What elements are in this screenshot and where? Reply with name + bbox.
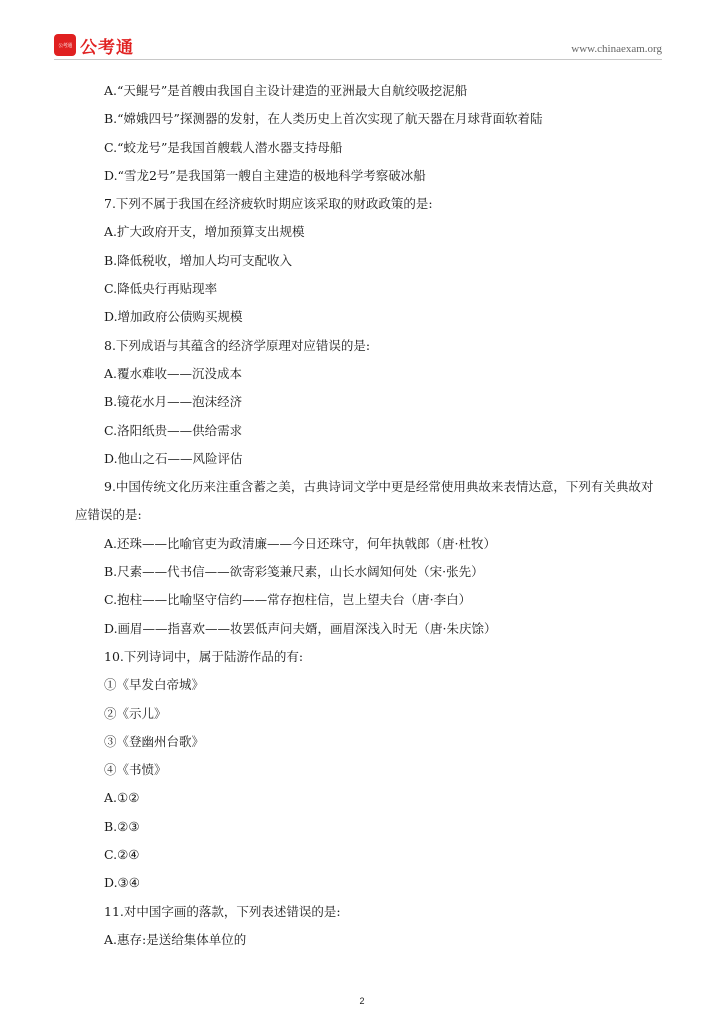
q10-option-c: C.②④ [104,847,140,863]
header-divider [54,59,662,60]
q9-option-c: C.抱柱——比喻坚守信约——常存抱柱信，岂上望夫台（唐·李白） [104,592,472,608]
q9-question-continued: 应错误的是: [75,507,142,523]
q11-option-a: A.惠存:是送给集体单位的 [104,931,247,947]
q7-option-a: A.扩大政府开支，增加预算支出规模 [104,224,305,240]
q9-option-a: A.还珠——比喻官吏为政清廉——今日还珠守，何年执戟郎（唐·杜牧） [104,535,496,551]
q6-option-a: A.“天鲲号”是首艘由我国自主设计建造的亚洲最大自航绞吸挖泥船 [104,83,468,98]
q8-option-d: D.他山之石——风险评估 [104,450,243,466]
q8-option-b: B.镜花水月——泡沫经济 [104,394,243,410]
site-url[interactable]: www.chinaexam.org [571,43,662,55]
q11-question: 11.对中国字画的落款，下列表述错误的是: [104,903,341,919]
q7-option-b: B.降低税收，增加人均可支配收入 [104,252,293,268]
q10-question: 10.下列诗词中，属于陆游作品的有: [104,648,304,664]
q8-option-a: A.覆水难收——沉没成本 [104,365,243,381]
logo[interactable] [54,34,134,56]
q9-option-d: D.画眉——指喜欢——妆罢低声问夫婿，画眉深浅入时无（唐·朱庆馀） [104,620,497,636]
q6-option-c: C.“蛟龙号”是我国首艘载人潜水器支持母船 [104,139,343,155]
q10-item-1: ①《早发白帝城》 [104,677,205,693]
q9-option-b: B.尺素——代书信——欲寄彩笺兼尺素，山长水阔知何处（宋·张先） [104,564,484,580]
q10-option-a: A.①② [104,790,140,806]
logo-badge-icon: 公考通 [54,34,76,56]
q6-option-d: D.“雪龙2号”是我国第一艘自主建造的极地科学考察破冰船 [104,167,426,183]
q7-option-d: D.增加政府公债购买规模 [104,309,243,325]
q7-question: 7.下列不属于我国在经济疲软时期应该采取的财政政策的是: [104,196,433,212]
q10-option-b: B.②③ [104,818,140,834]
q9-question: 9.中国传统文化历来注重含蓄之美，古典诗词文学中更是经常使用典故来表情达意，下列有关典故对 [104,479,654,495]
q10-item-4: ④《书愤》 [104,762,167,778]
q8-option-c: C.洛阳纸贵——供给需求 [104,422,243,438]
q10-option-d: D.③④ [104,875,140,891]
q7-option-c: C.降低央行再贴现率 [104,281,218,297]
q10-item-2: ②《示儿》 [104,705,167,721]
q10-item-3: ③《登幽州台歌》 [104,733,205,749]
q6-option-b: B.“嫦娥四号”探测器的发射，在人类历史上首次实现了航天器在月球背面软着陆 [104,111,543,127]
q8-question: 8.下列成语与其蕴含的经济学原理对应错误的是: [104,337,371,353]
logo-text: 公考通 [80,37,134,58]
page-number: 2 [359,996,365,1006]
page-header [54,30,662,60]
document-body [75,77,676,954]
